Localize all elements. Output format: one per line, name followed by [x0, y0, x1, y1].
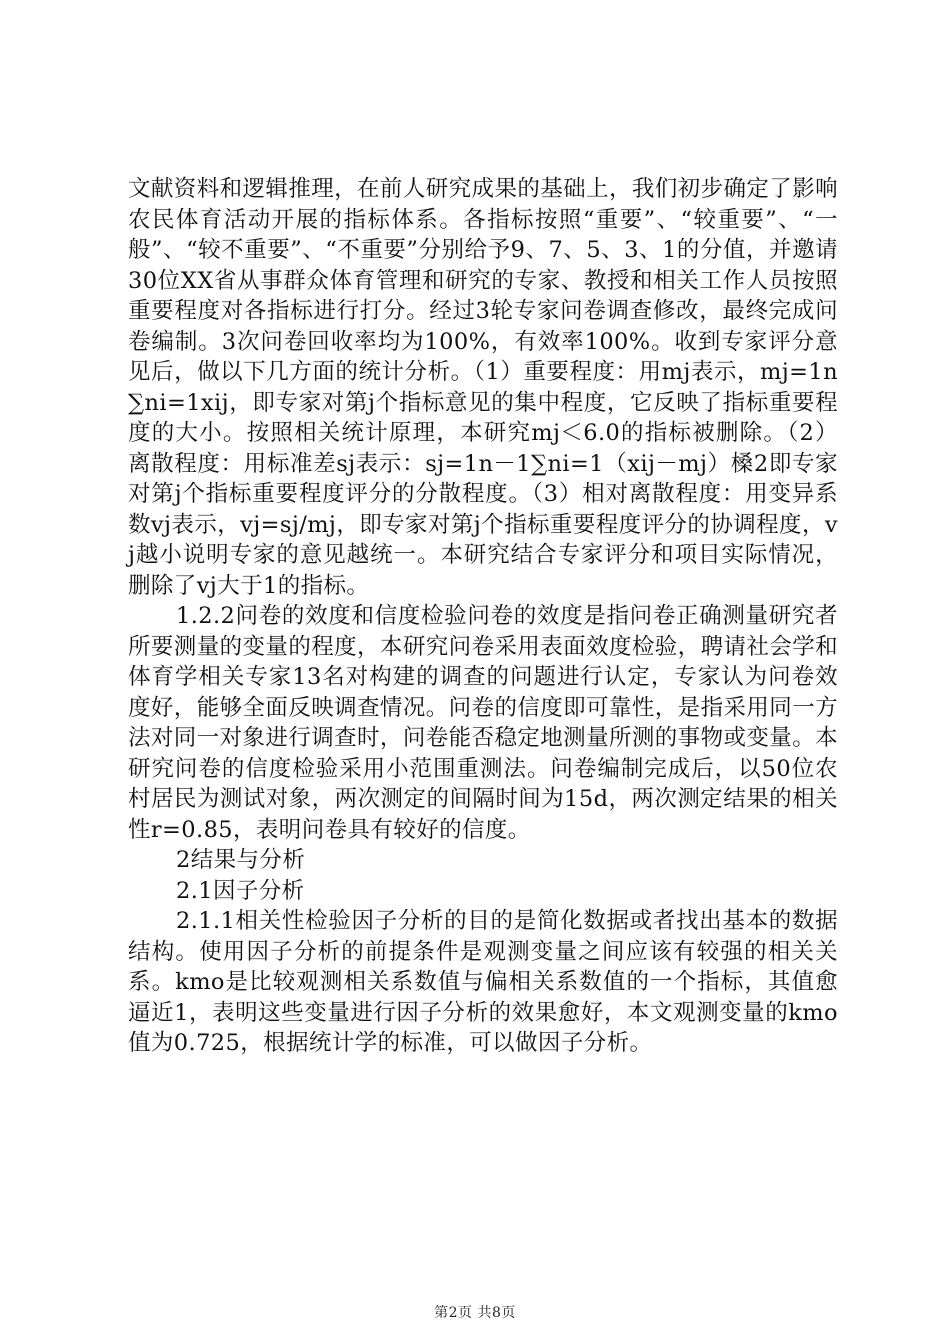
heading-results-analysis: 2结果与分析	[176, 847, 306, 873]
paragraph-correlation-test: 2.1.1相关性检验因子分析的目的是简化数据或者找出基本的数据结构。使用因子分析的前提条件是观测变量之间应该有较强的相关关系。kmo是比较观测相关系数值与偏相关系数值的一个指标，其值愈逼近1，表明这些变量进行因子分析的效果愈好，本文观测变量的kmo值为0.725，根据统计学的标准，可以做因子分析。	[128, 908, 838, 1056]
heading-factor-analysis: 2.1因子分析	[176, 877, 305, 904]
page-number-footer: 第2页 共8页	[434, 1305, 516, 1321]
body-text	[128, 174, 838, 1059]
paragraph-validity-reliability: 1.2.2问卷的效度和信度检验问卷的效度是指问卷正确测量研究者所要测量的变量的程度，本研究问卷采用表面效度检验，聘请社会学和体育学相关专家13名对构建的调查的问题进行认定，专家认为问卷效度好，能够全面反映调查情况。问卷的信度即可靠性，是指采用同一方法对同一对象进行调查时，问卷能否稳定地测量所测的事物或变量。本研究问卷的信度检验采用小范围重测法。问卷编制完成后，以50位农村居民为测试对象，两次测定的间隔时间为15d，两次测定结果的相关性r=0.85，表明问卷具有较好的信度。	[128, 603, 838, 843]
paragraph-method-expert-scoring: 文献资料和逻辑推理，在前人研究成果的基础上，我们初步确定了影响农民体育活动开展的指标体系。各指标按照“重要”、“较重要”、“一般”、“较不重要”、“不重要”分别给予9、7、5、3、1的分值，并邀请30位XX省从事群众体育管理和研究的专家、教授和相关工作人员按照重要程度对各指标进行打分。经过3轮专家问卷调查修改，最终完成问卷编制。3次问卷回收率均为100%，有效率100%。收到专家评分意见后，做以下几方面的统计分析。（1）重要程度：用mj表示，mj=1n∑ni=1xij，即专家对第j个指标意见的集中程度，它反映了指标重要程度的大小。按照相关统计原理，本研究mj＜6.0的指标被删除。（2）离散程度：用标准差sj表示：sj=1n－1∑ni=1（xij－mj）槡2即专家对第j个指标重要程度评分的分散程度。（3）相对离散程度：用变异系数vj表示，vj=sj/mj，即专家对第j个指标重要程度评分的协调程度，vj越小说明专家的意见越统一。本研究结合专家评分和项目实际情况，删除了vj大于1的指标。	[128, 176, 838, 599]
